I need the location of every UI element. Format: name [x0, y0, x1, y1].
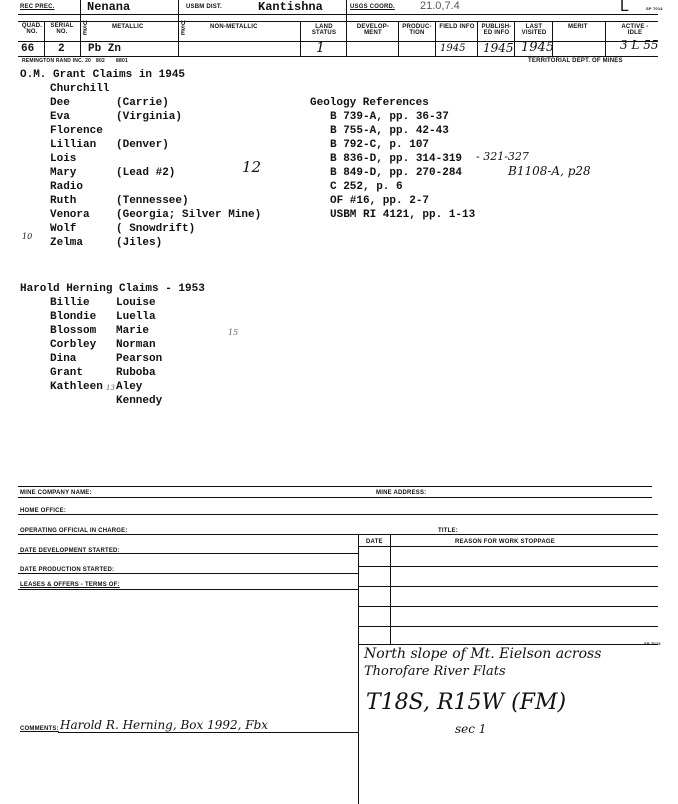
non-metallic-header: NON-METALLIC	[210, 24, 258, 30]
date-production-label: DATE PRODUCTION STARTED:	[20, 567, 115, 573]
mark-15: 15	[228, 328, 239, 337]
list-item: Zelma (Jiles)	[50, 237, 163, 249]
form-number-2: SP 7015	[644, 641, 661, 646]
list-item: Billie	[50, 297, 90, 309]
active-idle-value: 3 L 55	[620, 38, 659, 52]
list-item: OF #16, pp. 2-7	[330, 195, 430, 207]
quad-value: 66	[21, 43, 35, 55]
location-note-line-2: Thorofare River Flats	[364, 664, 506, 679]
list-item: USBM RI 4121, pp. 1-13	[330, 209, 476, 221]
published-info-header: PUBLISH-ED INFO	[481, 24, 512, 36]
list-item: Lois	[50, 153, 77, 165]
list-item: Blossom	[50, 325, 97, 337]
list-item: Louise	[116, 297, 156, 309]
mine-company-label: MINE COMPANY NAME:	[20, 490, 92, 496]
field-info-header: FIELD INFO	[439, 24, 475, 30]
margin-mark-12: 12	[242, 158, 262, 176]
comments-value: Harold R. Herning, Box 1992, Fbx	[60, 718, 269, 732]
hand-ref-b1108: B1108-A, p28	[508, 164, 591, 178]
township-range: T18S, R15W (FM)	[366, 690, 567, 715]
list-item: Florence	[50, 125, 103, 137]
date-column-header: DATE	[366, 539, 383, 545]
usgs-coord-label: USGS COORD.	[350, 4, 395, 10]
list-item: B 792-C, p. 107	[330, 139, 430, 151]
comments-label: COMMENTS:	[20, 726, 59, 732]
list-item: Grant	[50, 367, 84, 379]
geology-refs-list	[330, 110, 475, 222]
location-note-line-1: North slope of Mt. Eielson across	[364, 646, 602, 662]
printer-line: REMINGTON RAND INC. 20	[22, 58, 92, 64]
serial-value: 2	[58, 43, 65, 55]
claims-1945-heading: O.M. Grant Claims in 1945	[20, 69, 186, 81]
published-info-value: 1945	[483, 41, 514, 55]
corner-mark: L	[620, 0, 629, 15]
territorial-label: TERRITORIAL DEPT. OF MINES	[528, 58, 623, 64]
list-item: B 836-D, pp. 314-319	[330, 153, 463, 165]
leases-label: LEASES & OFFERS - TERMS OF:	[20, 582, 120, 588]
printer-code-2: 8801	[116, 58, 128, 64]
list-item: Blondie	[50, 311, 97, 323]
field-info-value: 1945	[440, 43, 466, 54]
claims-1953-heading: Harold Herning Claims - 1953	[20, 283, 205, 295]
margin-mark-10: 10	[22, 232, 33, 241]
metallic-value: Pb Zn	[88, 43, 122, 55]
active-idle-header: ACTIVE - IDLE	[621, 24, 649, 36]
production-header: PRODUC-TION	[402, 24, 432, 36]
list-item: Kennedy	[116, 395, 163, 407]
list-item: Marie	[116, 325, 150, 337]
development-header: DEVELOP-MENT	[356, 24, 390, 36]
claims-1945-list	[50, 82, 261, 250]
list-item: Aley	[116, 381, 143, 393]
usbm-dist-value: Kantishna	[258, 0, 323, 14]
claims-1953-left-list	[50, 296, 103, 394]
serial-no-header: SERIAL NO.	[50, 23, 74, 35]
date-development-label: DATE DEVELOPMENT STARTED:	[20, 548, 120, 554]
land-status-value: 1	[316, 40, 325, 56]
last-visited-header: LAST VISITED	[521, 24, 547, 36]
merit-header: MERIT	[568, 24, 588, 30]
claims-1953-right-list	[116, 296, 162, 408]
rec-prec-label: REC PREC.	[20, 4, 55, 10]
hand-ref-321: - 321-327	[476, 150, 529, 163]
list-item: Dee (Carrie)	[50, 97, 169, 109]
list-item: Luella	[116, 311, 156, 323]
list-item: Lillian (Denver)	[50, 139, 169, 151]
list-item: Norman	[116, 339, 156, 351]
list-item: Ruboba	[116, 367, 156, 379]
list-item: B 849-D, pp. 270-284	[330, 167, 463, 179]
printer-code-1: 802	[96, 58, 105, 64]
title-label: TITLE:	[438, 528, 458, 534]
usgs-coord-value: 21.0,7.4	[420, 0, 460, 12]
list-item: Wolf ( Snowdrift)	[50, 223, 196, 235]
list-item: Dina	[50, 353, 77, 365]
list-item: Corbley	[50, 339, 97, 351]
mark-13: 13	[106, 384, 115, 392]
list-item: B 739-A, pp. 36-37	[330, 111, 449, 123]
reason-column-header: REASON FOR WORK STOPPAGE	[455, 539, 555, 545]
rec-prec-value: Nenana	[87, 0, 131, 14]
use-header: U S E	[83, 21, 88, 37]
geology-heading: Geology References	[310, 97, 429, 109]
list-item: Venora (Georgia; Silver Mine)	[50, 209, 262, 221]
metallic-header: METALLIC	[112, 24, 144, 30]
list-item: Pearson	[116, 353, 163, 365]
usbm-dist-label: USBM DIST.	[186, 4, 223, 10]
form-number: SP 7014	[646, 6, 663, 11]
last-visited-value: 1945	[521, 40, 555, 55]
list-item: Radio	[50, 181, 84, 193]
land-status-header: LAND STATUS	[311, 24, 337, 36]
section-note: sec 1	[455, 722, 487, 736]
operating-official-label: OPERATING OFFICIAL IN CHARGE:	[20, 528, 128, 534]
quad-no-header: QUAD. NO.	[21, 23, 43, 35]
use-header-2: U S E	[181, 21, 186, 37]
list-item: Mary (Lead #2)	[50, 167, 176, 179]
list-item: Eva (Virginia)	[50, 111, 183, 123]
list-item: Kathleen	[50, 381, 103, 393]
list-item: Churchill	[50, 83, 110, 95]
list-item: C 252, p. 6	[330, 181, 403, 193]
list-item: Ruth (Tennessee)	[50, 195, 189, 207]
list-item: B 755-A, pp. 42-43	[330, 125, 449, 137]
mine-address-label: MINE ADDRESS:	[376, 490, 427, 496]
home-office-label: HOME OFFICE:	[20, 508, 67, 514]
